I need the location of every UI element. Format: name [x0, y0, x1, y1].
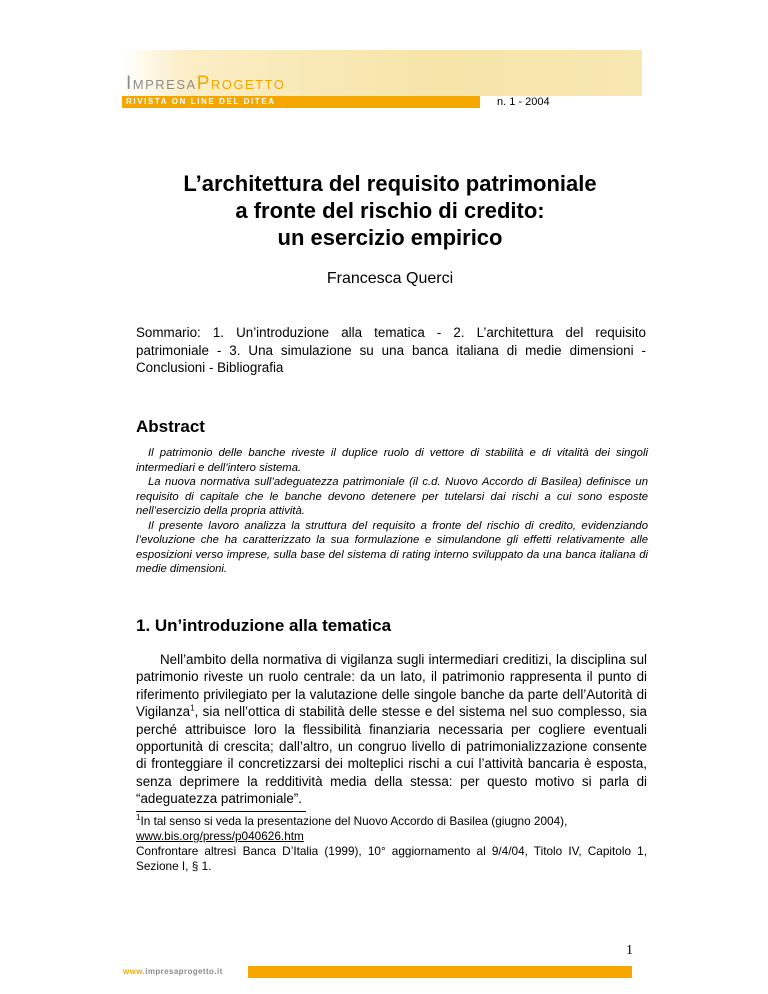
paper-title — [110, 170, 670, 251]
title-line: a fronte del rischio di credito: — [235, 198, 545, 223]
title-line: L’architettura del requisito patrimoniale — [183, 171, 597, 196]
footer-url[interactable] — [123, 967, 223, 976]
body-text-part1: Nell’ambito della normativa di vigilanza sugli intermediari creditizi, la disciplina sul patrimonio riveste un ruolo centrale: da un lato, il patrimonio rappresenta il punto di riferimento privilegiato per la valutazione delle singole banche da parte dell’Autorità di Vigilanza — [136, 652, 647, 720]
abstract-paragraph: Il patrimonio delle banche riveste il duplice ruolo di vettore di stabilità e di vitalità dei singoli intermediari e dell’intero sistema. — [136, 447, 648, 474]
footer-url-domain: impresaprogetto.it — [145, 967, 223, 976]
title-line: un esercizio empirico — [277, 225, 503, 250]
abstract-paragraph: Il presente lavoro analizza la struttura del requisito a fronte del rischio di credito, evidenziando l’evoluzione che ha caratterizzato la sua formulazione e simulandone gli effetti relativamente alle esposizioni verso imprese, sulla base del sistema di rating interno sviluppato da una banca italiana di medie dimensioni. — [136, 519, 648, 575]
table-of-contents-summary: Sommario: 1. Un’introduzione alla tematica - 2. L’architettura del requisito patrimoniale - 3. Una simulazione su una banca italiana di medie dimensioni - Conclusioni - Bibliografia — [136, 325, 646, 375]
footnote-marker: 1 — [136, 813, 141, 823]
footnote-line: Confrontare altresì Banca D’Italia (1999), 10° aggiornamento al 9/4/04, Titolo IV, Capitolo 1, Sezione I, § 1. — [136, 844, 647, 873]
abstract-body — [136, 446, 648, 577]
logo-text-part2: Progetto — [196, 73, 286, 94]
footnote-divider — [136, 811, 306, 812]
logo-text-part1: Impresa — [126, 73, 197, 94]
author-name: Francesca Querci — [326, 270, 454, 287]
footnote-link[interactable]: www.bis.org/press/p040626.htm — [136, 829, 304, 843]
footnote-reference[interactable]: 1 — [190, 703, 195, 713]
footnote-line — [136, 829, 647, 844]
body-paragraph — [136, 651, 647, 808]
journal-tagline: RIVISTA ON LINE DEL DITEA — [126, 97, 276, 106]
issue-number: n. 1 - 2004 — [497, 96, 550, 108]
journal-logo — [126, 73, 285, 95]
footnote-text: In tal senso si veda la presentazione del Nuovo Accordo di Basilea (giugno 2004), — [140, 814, 568, 828]
footer-url-prefix: www. — [123, 967, 146, 976]
page-number: 1 — [626, 943, 633, 958]
footnote — [136, 814, 647, 874]
section-heading: 1. Un’introduzione alla tematica — [136, 616, 392, 635]
abstract-paragraph: La nuova normativa sull’adeguatezza patrimoniale (il c.d. Nuovo Accordo di Basilea) definisce un requisito di capitale che le banche devono detenere per tutelarsi dai rischi a cui sono esposte nell’esercizio della propria attività. — [136, 476, 648, 517]
section-body — [136, 651, 647, 808]
abstract-heading: Abstract — [136, 417, 205, 436]
body-text-part2: , sia nell’ottica di stabilità delle stesse e del sistema nel suo complesso, sia perché attribuisce loro la flessibilità finanziaria necessaria per cogliere eventuali opportunità di crescita; dall’altro, un congruo livello di patrimonializzazione consente di fronteggiare il concretizzarsi dei molteplici rischi a cui l’attività bancaria è esposta, senza deprimere la redditività media della stessa: per questo motivo si parla di “adeguatezza patrimoniale”. — [136, 704, 647, 807]
footnote-line — [136, 814, 647, 829]
